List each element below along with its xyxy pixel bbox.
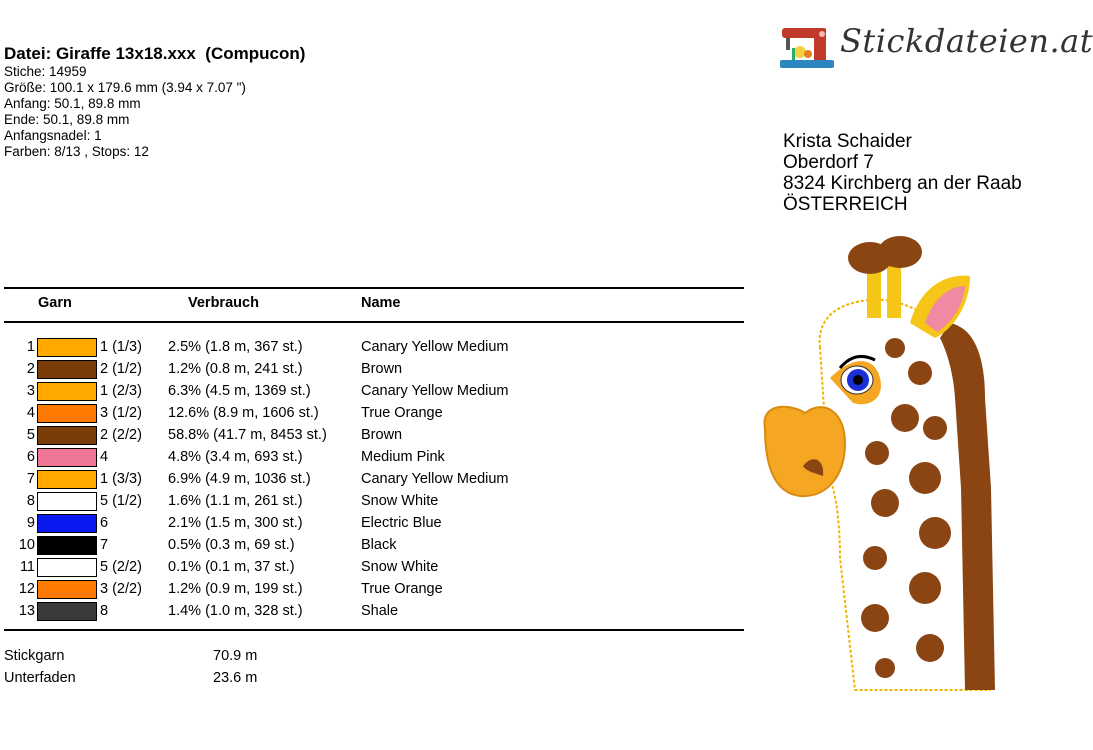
thread-usage: 4.8% (3.4 m, 693 st.) bbox=[168, 449, 303, 465]
table-row bbox=[0, 337, 740, 359]
info-colors-stops: Farben: 8/13 , Stops: 12 bbox=[4, 144, 149, 159]
table-row bbox=[0, 579, 740, 601]
table-row bbox=[0, 513, 740, 535]
thread-name: Canary Yellow Medium bbox=[361, 383, 509, 399]
address-country: ÖSTERREICH bbox=[783, 194, 908, 215]
thread-code: 7 bbox=[100, 537, 109, 553]
thread-code: 5 (2/2) bbox=[100, 559, 142, 575]
row-number: 9 bbox=[26, 515, 35, 531]
table-row bbox=[0, 557, 740, 579]
table-row bbox=[0, 491, 740, 513]
table-row bbox=[0, 469, 740, 491]
thread-name: Brown bbox=[361, 361, 403, 377]
table-top-rule bbox=[4, 287, 744, 289]
address-name: Krista Schaider bbox=[783, 131, 912, 152]
thread-usage: 58.8% (41.7 m, 8453 st.) bbox=[168, 427, 327, 443]
color-swatch bbox=[37, 580, 97, 599]
thread-name: Canary Yellow Medium bbox=[361, 339, 509, 355]
thread-name: Electric Blue bbox=[361, 515, 442, 531]
thread-usage: 2.5% (1.8 m, 367 st.) bbox=[168, 339, 303, 355]
thread-code: 3 (1/2) bbox=[100, 405, 142, 421]
thread-code: 8 bbox=[100, 603, 109, 619]
color-swatch bbox=[37, 360, 97, 379]
color-swatch bbox=[37, 382, 97, 401]
header-verbrauch: Verbrauch bbox=[188, 295, 259, 311]
thread-name: Black bbox=[361, 537, 397, 553]
thread-code: 3 (2/2) bbox=[100, 581, 142, 597]
table-row bbox=[0, 403, 740, 425]
row-number: 8 bbox=[26, 493, 35, 509]
row-number: 3 bbox=[26, 383, 35, 399]
row-number: 1 bbox=[26, 339, 35, 355]
row-number: 5 bbox=[26, 427, 35, 443]
address-street: Oberdorf 7 bbox=[783, 152, 874, 173]
thread-name: True Orange bbox=[361, 581, 443, 597]
row-number: 4 bbox=[26, 405, 35, 421]
row-number: 13 bbox=[18, 603, 35, 619]
thread-usage: 1.6% (1.1 m, 261 st.) bbox=[168, 493, 303, 509]
color-swatch bbox=[37, 338, 97, 357]
sewing-machine-icon bbox=[778, 22, 836, 72]
row-number: 10 bbox=[18, 537, 35, 553]
thread-usage: 0.1% (0.1 m, 37 st.) bbox=[168, 559, 295, 575]
giraffe-embroidery-image bbox=[745, 228, 1045, 690]
thread-code: 2 (1/2) bbox=[100, 361, 142, 377]
table-row bbox=[0, 381, 740, 403]
total-value-stickgarn: 70.9 m bbox=[213, 648, 258, 664]
info-start-needle: Anfangsnadel: 1 bbox=[4, 128, 102, 143]
row-number: 6 bbox=[26, 449, 35, 465]
color-swatch bbox=[37, 602, 97, 621]
file-title: Datei: Giraffe 13x18.xxx (Compucon) bbox=[4, 44, 306, 63]
thread-name: Snow White bbox=[361, 559, 439, 575]
table-row bbox=[0, 535, 740, 557]
row-number: 2 bbox=[26, 361, 35, 377]
address-city: 8324 Kirchberg an der Raab bbox=[783, 173, 1022, 194]
table-row bbox=[0, 601, 740, 623]
thread-usage: 1.2% (0.9 m, 199 st.) bbox=[168, 581, 303, 597]
info-size: Größe: 100.1 x 179.6 mm (3.94 x 7.07 ") bbox=[4, 80, 246, 95]
info-end: Ende: 50.1, 89.8 mm bbox=[4, 112, 130, 127]
thread-name: Snow White bbox=[361, 493, 439, 509]
thread-name: Brown bbox=[361, 427, 403, 443]
thread-name: Canary Yellow Medium bbox=[361, 471, 509, 487]
thread-usage: 6.9% (4.9 m, 1036 st.) bbox=[168, 471, 311, 487]
color-swatch bbox=[37, 404, 97, 423]
info-stitches: Stiche: 14959 bbox=[4, 64, 87, 79]
thread-code: 1 (3/3) bbox=[100, 471, 142, 487]
thread-code: 2 (2/2) bbox=[100, 427, 142, 443]
thread-name: Medium Pink bbox=[361, 449, 445, 465]
color-swatch bbox=[37, 448, 97, 467]
color-swatch bbox=[37, 536, 97, 555]
color-swatch bbox=[37, 514, 97, 533]
thread-code: 4 bbox=[100, 449, 109, 465]
thread-usage: 6.3% (4.5 m, 1369 st.) bbox=[168, 383, 311, 399]
thread-usage: 0.5% (0.3 m, 69 st.) bbox=[168, 537, 295, 553]
thread-usage: 1.4% (1.0 m, 328 st.) bbox=[168, 603, 303, 619]
row-number: 7 bbox=[26, 471, 35, 487]
info-start: Anfang: 50.1, 89.8 mm bbox=[4, 96, 141, 111]
stickdateien-logo bbox=[778, 20, 1093, 74]
header-name: Name bbox=[361, 295, 401, 311]
thread-name: True Orange bbox=[361, 405, 443, 421]
color-swatch bbox=[37, 426, 97, 445]
color-swatch bbox=[37, 470, 97, 489]
total-value-unterfaden: 23.6 m bbox=[213, 670, 258, 686]
thread-code: 1 (2/3) bbox=[100, 383, 142, 399]
color-swatch bbox=[37, 558, 97, 577]
thread-usage: 12.6% (8.9 m, 1606 st.) bbox=[168, 405, 319, 421]
table-bottom-rule bbox=[4, 629, 744, 631]
thread-code: 5 (1/2) bbox=[100, 493, 142, 509]
row-number: 11 bbox=[19, 559, 35, 575]
logo-text: Stickdateien.at bbox=[840, 22, 1093, 60]
table-header-rule bbox=[4, 321, 744, 323]
table-row bbox=[0, 447, 740, 469]
thread-usage: 1.2% (0.8 m, 241 st.) bbox=[168, 361, 303, 377]
total-label-unterfaden: Unterfaden bbox=[4, 670, 76, 686]
header-garn: Garn bbox=[38, 295, 72, 311]
thread-usage: 2.1% (1.5 m, 300 st.) bbox=[168, 515, 303, 531]
thread-code: 6 bbox=[100, 515, 109, 531]
table-row bbox=[0, 425, 740, 447]
thread-code: 1 (1/3) bbox=[100, 339, 142, 355]
row-number: 12 bbox=[18, 581, 35, 597]
color-swatch bbox=[37, 492, 97, 511]
table-row bbox=[0, 359, 740, 381]
thread-name: Shale bbox=[361, 603, 399, 619]
total-label-stickgarn: Stickgarn bbox=[4, 648, 65, 664]
